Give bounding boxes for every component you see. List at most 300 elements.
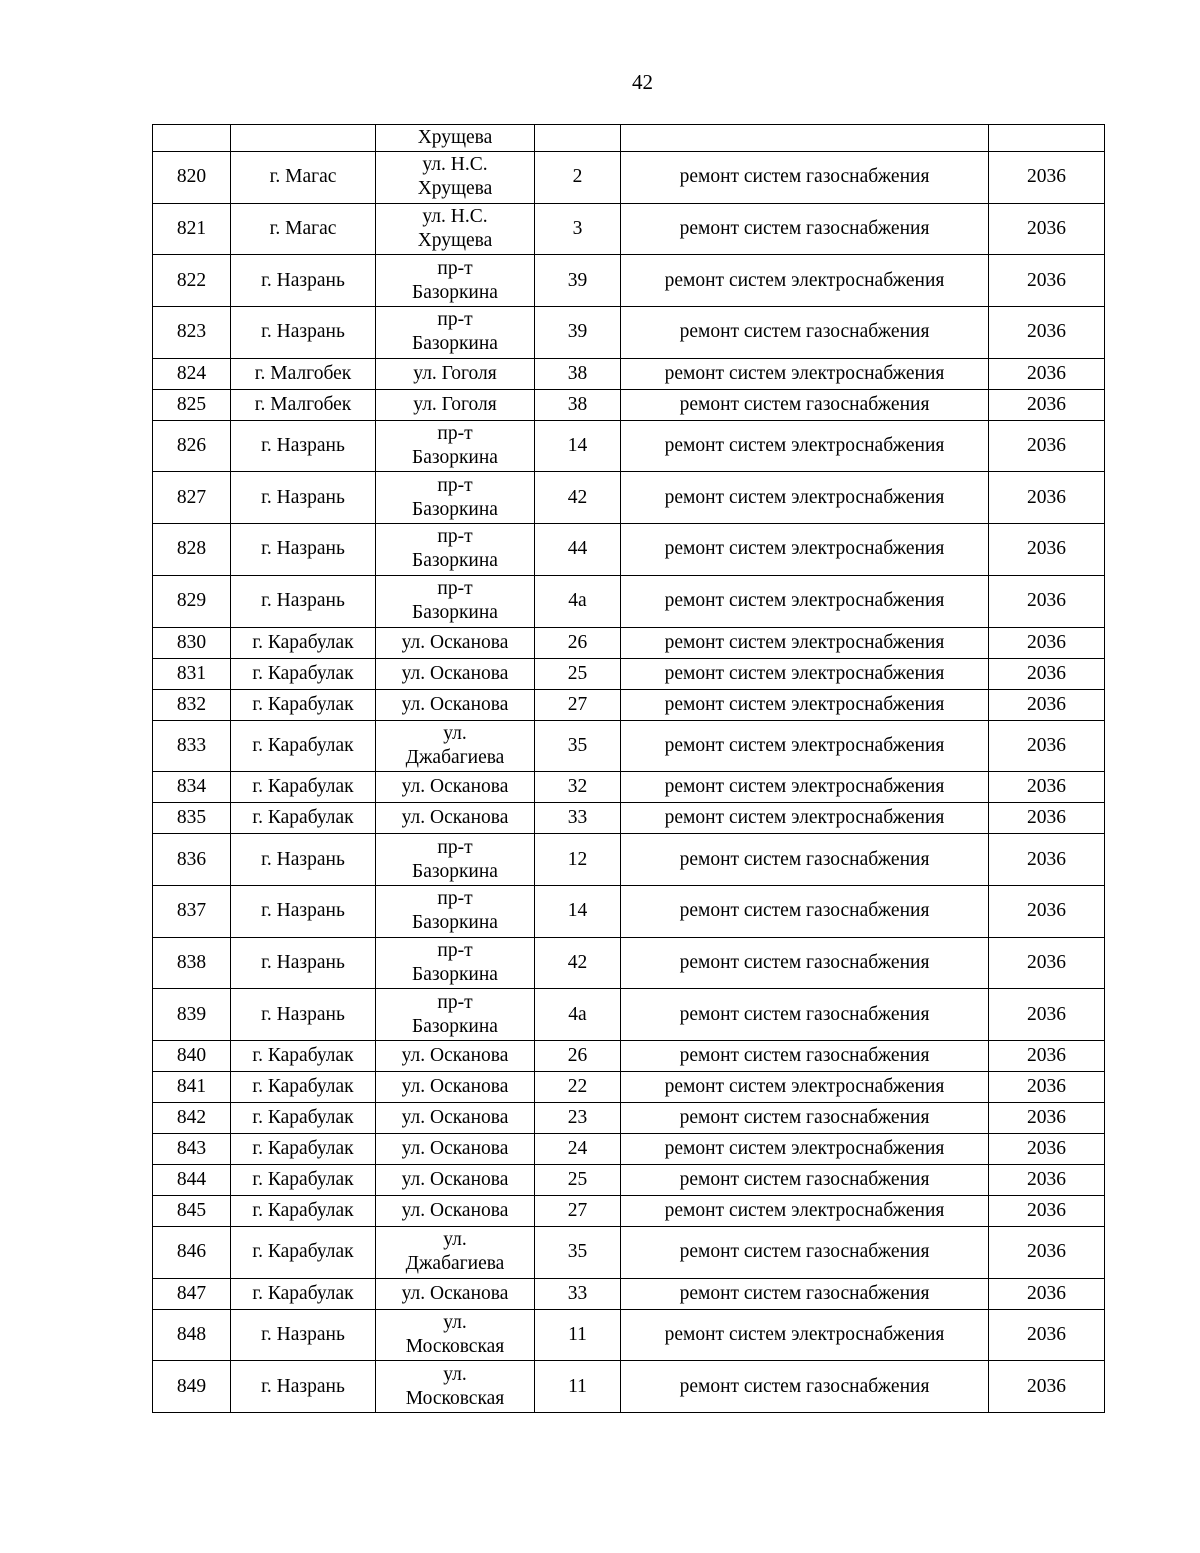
cell-num [153, 772, 231, 803]
cell-year [989, 1361, 1105, 1413]
cell-text: 849 [176, 1375, 207, 1397]
cell-house [535, 834, 621, 886]
cell-year [989, 627, 1105, 658]
cell-year [989, 125, 1105, 152]
cell-text: пр-т Базоркина [412, 309, 498, 355]
cell-num [153, 1040, 231, 1071]
cell-house [535, 125, 621, 152]
cell-text: 845 [176, 1199, 207, 1221]
cell-text: 3 [572, 218, 583, 240]
cell-house [535, 1195, 621, 1226]
cell-num [153, 720, 231, 772]
cell-text: ул. Осканова [401, 807, 509, 829]
table-row [153, 420, 1105, 472]
cell-text: 842 [176, 1106, 207, 1128]
cell-text: 26 [567, 1044, 588, 1066]
cell-text: 837 [176, 900, 207, 922]
cell-work [621, 389, 989, 420]
table-row [153, 720, 1105, 772]
cell-num [153, 255, 231, 307]
cell-work [621, 125, 989, 152]
cell-city [231, 358, 376, 389]
cell-text: пр-т Базоркина [412, 578, 498, 624]
cell-text: 33 [567, 1282, 588, 1304]
cell-num [153, 834, 231, 886]
cell-house [535, 524, 621, 576]
cell-city [231, 885, 376, 937]
cell-text: ремонт систем электроснабжения [664, 1199, 945, 1221]
cell-num [153, 420, 231, 472]
cell-text: 2036 [1027, 1075, 1066, 1097]
cell-text: 2036 [1027, 1106, 1066, 1128]
cell-year [989, 720, 1105, 772]
cell-year [989, 772, 1105, 803]
cell-text: ул. Гоголя [413, 362, 497, 384]
table-row [153, 1195, 1105, 1226]
cell-city [231, 1071, 376, 1102]
cell-text: ремонт систем газоснабжения [679, 1003, 930, 1025]
cell-house [535, 689, 621, 720]
cell-year [989, 524, 1105, 576]
cell-city [231, 575, 376, 627]
cell-text: ремонт систем электроснабжения [664, 1075, 945, 1097]
cell-house [535, 152, 621, 204]
cell-house [535, 472, 621, 524]
cell-text: 27 [567, 1199, 588, 1221]
cell-house [535, 203, 621, 255]
cell-text: 2036 [1027, 590, 1066, 612]
cell-street [376, 1102, 535, 1133]
cell-street [376, 834, 535, 886]
cell-city [231, 524, 376, 576]
cell-street [376, 1278, 535, 1309]
cell-text: пр-т Базоркина [412, 423, 498, 469]
cell-house [535, 575, 621, 627]
cell-text: 11 [568, 1375, 587, 1397]
table-row [153, 989, 1105, 1041]
cell-text: 847 [176, 1282, 207, 1304]
cell-text: ремонт систем газоснабжения [679, 1241, 930, 1263]
table-row [153, 1133, 1105, 1164]
table-row [153, 358, 1105, 389]
cell-text: ул. Н.С. Хрущева [417, 154, 493, 200]
continuation-row [153, 125, 1105, 152]
cell-text: г. Назрань [261, 538, 345, 560]
cell-text: ул. Осканова [401, 631, 509, 653]
cell-num [153, 1133, 231, 1164]
cell-work [621, 989, 989, 1041]
cell-text: г. Назрань [261, 321, 345, 343]
cell-num [153, 989, 231, 1041]
cell-num [153, 689, 231, 720]
cell-year [989, 1226, 1105, 1278]
cell-text: 830 [176, 631, 207, 653]
cell-num [153, 307, 231, 359]
cell-text: ремонт систем электроснабжения [664, 734, 945, 756]
table-row [153, 658, 1105, 689]
cell-city [231, 389, 376, 420]
cell-text: 2036 [1027, 807, 1066, 829]
cell-text: 822 [176, 269, 207, 291]
cell-text: ул. Осканова [401, 1199, 509, 1221]
cell-text: 2036 [1027, 1282, 1066, 1304]
cell-text: 839 [176, 1003, 207, 1025]
cell-text: 2036 [1027, 269, 1066, 291]
cell-city [231, 1040, 376, 1071]
cell-street [376, 152, 535, 204]
table-row [153, 627, 1105, 658]
cell-text: 848 [176, 1323, 207, 1345]
cell-text: ремонт систем электроснабжения [664, 662, 945, 684]
cell-text: 2036 [1027, 693, 1066, 715]
cell-text: г. Карабулак [252, 1044, 354, 1066]
cell-text: ремонт систем электроснабжения [664, 362, 945, 384]
cell-text: 827 [176, 486, 207, 508]
cell-text: 2036 [1027, 321, 1066, 343]
cell-work [621, 1195, 989, 1226]
cell-text: пр-т Базоркина [412, 991, 498, 1037]
cell-year [989, 1133, 1105, 1164]
cell-text: ул. Осканова [401, 1106, 509, 1128]
cell-num [153, 125, 231, 152]
cell-text: 2036 [1027, 1323, 1066, 1345]
cell-street [376, 1195, 535, 1226]
cell-text: 840 [176, 1044, 207, 1066]
table-row [153, 1361, 1105, 1413]
cell-num [153, 203, 231, 255]
cell-year [989, 1164, 1105, 1195]
cell-text: 2036 [1027, 662, 1066, 684]
cell-street [376, 658, 535, 689]
cell-text: 833 [176, 734, 207, 756]
cell-text: ремонт систем электроснабжения [664, 486, 945, 508]
cell-work [621, 720, 989, 772]
cell-num [153, 472, 231, 524]
cell-city [231, 1361, 376, 1413]
cell-work [621, 937, 989, 989]
table-row [153, 937, 1105, 989]
cell-num [153, 575, 231, 627]
cell-work [621, 255, 989, 307]
cell-text: ул. Осканова [401, 1044, 509, 1066]
cell-text: ул. Осканова [401, 1075, 509, 1097]
cell-text: 2036 [1027, 776, 1066, 798]
cell-text: 14 [567, 435, 588, 457]
cell-street [376, 689, 535, 720]
cell-work [621, 1309, 989, 1361]
cell-year [989, 203, 1105, 255]
cell-text: 828 [176, 538, 207, 560]
cell-text: г. Малгобек [254, 393, 352, 415]
cell-text: 823 [176, 321, 207, 343]
cell-work [621, 203, 989, 255]
cell-text: г. Назрань [261, 590, 345, 612]
cell-work [621, 1361, 989, 1413]
cell-work [621, 689, 989, 720]
cell-text: г. Карабулак [252, 662, 354, 684]
cell-text: пр-т Базоркина [412, 888, 498, 934]
cell-work [621, 1040, 989, 1071]
cell-text: 834 [176, 776, 207, 798]
cell-text: ремонт систем газоснабжения [679, 951, 930, 973]
cell-text: 826 [176, 435, 207, 457]
cell-text: ремонт систем газоснабжения [679, 166, 930, 188]
cell-num [153, 885, 231, 937]
cell-text: 844 [176, 1168, 207, 1190]
cell-city [231, 255, 376, 307]
cell-text: 2036 [1027, 166, 1066, 188]
cell-text: 35 [567, 1241, 588, 1263]
cell-text: 2036 [1027, 900, 1066, 922]
cell-year [989, 1309, 1105, 1361]
cell-text: г. Карабулак [252, 1075, 354, 1097]
cell-text: ул. Джабагиева [405, 722, 505, 768]
cell-text: 825 [176, 393, 207, 415]
cell-text: 2036 [1027, 1168, 1066, 1190]
cell-text: ремонт систем электроснабжения [664, 1323, 945, 1345]
cell-text: г. Карабулак [252, 693, 354, 715]
works-table [152, 124, 1105, 1413]
cell-work [621, 152, 989, 204]
cell-house [535, 1361, 621, 1413]
table-row [153, 803, 1105, 834]
cell-street [376, 1361, 535, 1413]
cell-house [535, 1133, 621, 1164]
cell-text: ремонт систем электроснабжения [664, 1137, 945, 1159]
cell-street [376, 937, 535, 989]
cell-num [153, 524, 231, 576]
cell-text: ремонт систем газоснабжения [679, 1044, 930, 1066]
cell-year [989, 885, 1105, 937]
cell-house [535, 1102, 621, 1133]
cell-num [153, 658, 231, 689]
cell-text: 24 [567, 1137, 588, 1159]
cell-text: г. Назрань [261, 1375, 345, 1397]
cell-text: г. Карабулак [252, 1282, 354, 1304]
cell-text: ул. Осканова [401, 1282, 509, 1304]
cell-street [376, 627, 535, 658]
cell-year [989, 1040, 1105, 1071]
cell-text: ул. Московская [405, 1311, 505, 1357]
cell-house [535, 803, 621, 834]
cell-street [376, 1226, 535, 1278]
cell-num [153, 1278, 231, 1309]
cell-num [153, 1102, 231, 1133]
cell-text: ремонт систем газоснабжения [679, 900, 930, 922]
cell-work [621, 358, 989, 389]
cell-work [621, 658, 989, 689]
cell-text: г. Малгобек [254, 362, 352, 384]
cell-text: пр-т Базоркина [412, 257, 498, 303]
cell-text: 841 [176, 1075, 207, 1097]
cell-street [376, 472, 535, 524]
cell-city [231, 1102, 376, 1133]
cell-city [231, 1226, 376, 1278]
cell-text: г. Назрань [261, 269, 345, 291]
cell-text: г. Карабулак [252, 1199, 354, 1221]
cell-text: ул. Осканова [401, 1168, 509, 1190]
cell-text: г. Назрань [261, 435, 345, 457]
table-row [153, 1278, 1105, 1309]
cell-text: ремонт систем электроснабжения [664, 590, 945, 612]
cell-text: ремонт систем газоснабжения [679, 1106, 930, 1128]
cell-year [989, 803, 1105, 834]
cell-year [989, 472, 1105, 524]
cell-city [231, 937, 376, 989]
cell-city [231, 1278, 376, 1309]
cell-city [231, 125, 376, 152]
cell-text: 4а [568, 590, 587, 612]
cell-street [376, 1309, 535, 1361]
cell-street [376, 989, 535, 1041]
cell-text: г. Карабулак [252, 631, 354, 653]
cell-work [621, 834, 989, 886]
cell-year [989, 152, 1105, 204]
table-row [153, 834, 1105, 886]
cell-text: 25 [567, 662, 588, 684]
cell-street [376, 720, 535, 772]
cell-text: 2036 [1027, 848, 1066, 870]
cell-text: ремонт систем электроснабжения [664, 693, 945, 715]
cell-year [989, 689, 1105, 720]
cell-house [535, 885, 621, 937]
cell-street [376, 1133, 535, 1164]
cell-text: 2036 [1027, 393, 1066, 415]
cell-street [376, 255, 535, 307]
cell-text: г. Магас [269, 218, 337, 240]
cell-work [621, 1133, 989, 1164]
cell-text: г. Карабулак [252, 1241, 354, 1263]
table-row [153, 689, 1105, 720]
cell-text: 2036 [1027, 1137, 1066, 1159]
cell-text: 2036 [1027, 631, 1066, 653]
cell-text: 14 [567, 900, 588, 922]
cell-house [535, 989, 621, 1041]
cell-text: 2036 [1027, 538, 1066, 560]
cell-text: 25 [567, 1168, 588, 1190]
cell-text: 42 [567, 486, 588, 508]
cell-text: ремонт систем газоснабжения [679, 848, 930, 870]
cell-text: 824 [176, 362, 207, 384]
cell-text: ремонт систем электроснабжения [664, 807, 945, 829]
cell-year [989, 1071, 1105, 1102]
cell-num [153, 1226, 231, 1278]
cell-year [989, 834, 1105, 886]
cell-house [535, 658, 621, 689]
cell-text: г. Назрань [261, 848, 345, 870]
cell-city [231, 772, 376, 803]
cell-city [231, 1164, 376, 1195]
cell-text: ремонт систем электроснабжения [664, 435, 945, 457]
cell-work [621, 627, 989, 658]
cell-text: ул. Н.С. Хрущева [417, 206, 493, 252]
cell-text: 27 [567, 693, 588, 715]
cell-house [535, 937, 621, 989]
cell-num [153, 152, 231, 204]
cell-text: г. Карабулак [252, 1168, 354, 1190]
cell-text: 2036 [1027, 734, 1066, 756]
cell-text: 42 [567, 951, 588, 973]
cell-house [535, 772, 621, 803]
cell-street [376, 803, 535, 834]
table-row [153, 575, 1105, 627]
cell-work [621, 885, 989, 937]
cell-house [535, 389, 621, 420]
cell-num [153, 1071, 231, 1102]
cell-num [153, 1309, 231, 1361]
cell-num [153, 627, 231, 658]
cell-year [989, 1195, 1105, 1226]
cell-city [231, 658, 376, 689]
cell-year [989, 575, 1105, 627]
table-row [153, 472, 1105, 524]
cell-street [376, 203, 535, 255]
cell-city [231, 472, 376, 524]
cell-text: ремонт систем газоснабжения [679, 393, 930, 415]
table-row [153, 1226, 1105, 1278]
cell-text: пр-т Базоркина [412, 939, 498, 985]
cell-city [231, 803, 376, 834]
table-row [153, 152, 1105, 204]
cell-num [153, 389, 231, 420]
table-row [153, 1102, 1105, 1133]
cell-work [621, 1102, 989, 1133]
cell-text: г. Назрань [261, 486, 345, 508]
cell-text: 846 [176, 1241, 207, 1263]
cell-text: ремонт систем электроснабжения [664, 538, 945, 560]
cell-work [621, 1071, 989, 1102]
cell-work [621, 1278, 989, 1309]
cell-text: ремонт систем газоснабжения [679, 321, 930, 343]
cell-year [989, 937, 1105, 989]
cell-text: ремонт систем электроснабжения [664, 269, 945, 291]
cell-year [989, 307, 1105, 359]
cell-text: ул. Осканова [401, 1137, 509, 1159]
cell-text: ремонт систем газоснабжения [679, 1168, 930, 1190]
cell-text: г. Назрань [261, 1003, 345, 1025]
cell-house [535, 720, 621, 772]
cell-text: 832 [176, 693, 207, 715]
cell-work [621, 420, 989, 472]
cell-house [535, 1040, 621, 1071]
cell-num [153, 1361, 231, 1413]
cell-text: ул. Джабагиева [405, 1229, 505, 1275]
cell-city [231, 989, 376, 1041]
cell-num [153, 803, 231, 834]
cell-house [535, 255, 621, 307]
cell-text: 2036 [1027, 218, 1066, 240]
cell-text: 23 [567, 1106, 588, 1128]
table-row [153, 255, 1105, 307]
cell-num [153, 1164, 231, 1195]
cell-text: 22 [567, 1075, 588, 1097]
cell-street [376, 307, 535, 359]
cell-text: 2036 [1027, 362, 1066, 384]
table-row [153, 307, 1105, 359]
cell-text: 2 [572, 166, 583, 188]
cell-work [621, 524, 989, 576]
table-row [153, 389, 1105, 420]
cell-city [231, 627, 376, 658]
cell-city [231, 1133, 376, 1164]
cell-city [231, 720, 376, 772]
cell-text: 843 [176, 1137, 207, 1159]
cell-house [535, 1071, 621, 1102]
table-body [153, 125, 1105, 1413]
cell-text: пр-т Базоркина [412, 836, 498, 882]
cell-num [153, 358, 231, 389]
cell-text: пр-т Базоркина [412, 474, 498, 520]
